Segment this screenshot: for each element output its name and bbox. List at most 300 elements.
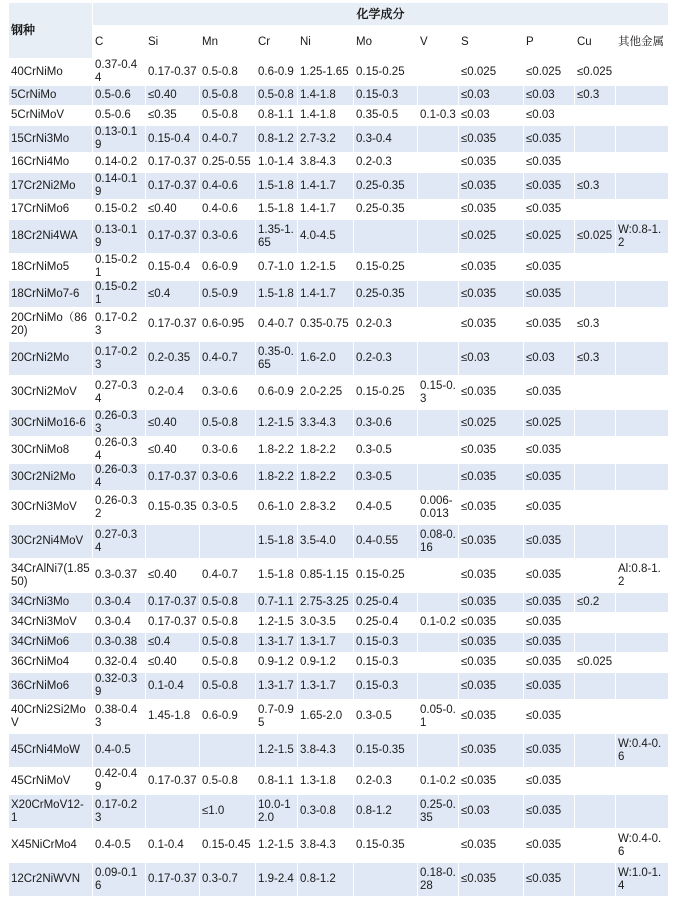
cell-grade: 17Cr2Ni2Mo (9, 173, 93, 200)
cell-value: 0.13-0.19 (93, 126, 146, 153)
cell-value (616, 308, 669, 342)
cell-value: 1.5-1.8 (256, 525, 298, 559)
table-row (9, 593, 669, 613)
cell-value: 1.5-1.8 (256, 173, 298, 200)
cell-grade: 20CrNiMo（8620) (9, 308, 93, 342)
cell-value: 0.15-0.3 (354, 86, 418, 106)
cell-value: 0.6-0.95 (200, 308, 256, 342)
cell-value: ≤0.2 (575, 593, 616, 613)
cell-value (575, 795, 616, 829)
cell-value: 0.7-1.0 (256, 254, 298, 281)
cell-value: ≤0.035 (459, 734, 524, 768)
cell-value: 0.17-0.37 (146, 153, 200, 173)
cell-value: ≤0.035 (524, 633, 575, 653)
cell-value: 0.6-0.9 (200, 254, 256, 281)
cell-grade: 16CrNi4Mo (9, 153, 93, 173)
cell-value: 0.17-0.37 (146, 173, 200, 200)
cell-value: ≤0.035 (459, 200, 524, 220)
cell-value (575, 437, 616, 464)
table-row (9, 525, 669, 559)
cell-value (575, 153, 616, 173)
cell-value: ≤0.035 (459, 768, 524, 795)
header-col-other-metals: 其他金属 (616, 26, 669, 59)
cell-value (616, 173, 669, 200)
cell-value (200, 734, 256, 768)
cell-value: ≤0.035 (524, 491, 575, 525)
cell-value (616, 376, 669, 410)
cell-grade: 20CrNi2Mo (9, 342, 93, 376)
cell-value: 0.25-0.35 (418, 795, 459, 829)
cell-value (575, 106, 616, 126)
cell-value (575, 464, 616, 491)
cell-grade: 34CrNi3Mo (9, 593, 93, 613)
cell-value (418, 437, 459, 464)
table-row (9, 342, 669, 376)
cell-value: 0.8-1.2 (354, 795, 418, 829)
cell-value: 0.17-0.37 (146, 613, 200, 633)
cell-value: ≤0.3 (575, 86, 616, 106)
cell-value: 0.15-0.25 (354, 254, 418, 281)
cell-value: 0.3-0.5 (354, 700, 418, 734)
cell-value: 1.3-1.7 (298, 633, 354, 653)
header-grade: 钢种 (9, 3, 93, 59)
cell-value: ≤0.40 (146, 200, 200, 220)
cell-value: 0.2-0.3 (354, 153, 418, 173)
cell-value: ≤0.035 (459, 593, 524, 613)
cell-value (575, 700, 616, 734)
cell-grade: 36CrNiMo4 (9, 653, 93, 673)
cell-value (616, 613, 669, 633)
header-col-cr: Cr (256, 26, 298, 59)
cell-grade: 30CrNiMo8 (9, 437, 93, 464)
cell-value: 0.25-0.35 (354, 200, 418, 220)
cell-value: 1.6-2.0 (298, 342, 354, 376)
cell-value: 0.17-0.37 (146, 863, 200, 897)
cell-value (418, 559, 459, 593)
cell-value (418, 673, 459, 700)
cell-value (146, 734, 200, 768)
cell-grade: X20CrMoV12-1 (9, 795, 93, 829)
cell-value: 1.2-1.5 (256, 410, 298, 437)
cell-value: 0.26-0.34 (93, 437, 146, 464)
cell-value: 0.5-0.8 (200, 768, 256, 795)
cell-value (575, 863, 616, 897)
cell-grade: 18CrNiMo7-6 (9, 281, 93, 308)
cell-value: ≤0.035 (459, 254, 524, 281)
cell-value (616, 86, 669, 106)
cell-grade: 34CrAlNi7(1.8550) (9, 559, 93, 593)
cell-value (354, 863, 418, 897)
cell-value: 0.3-0.4 (354, 126, 418, 153)
cell-value (616, 700, 669, 734)
table-row (9, 700, 669, 734)
header-col-mn: Mn (200, 26, 256, 59)
cell-value: W:0.8-1.2 (616, 220, 669, 254)
cell-grade: 18CrNiMo5 (9, 254, 93, 281)
cell-value: ≤0.035 (524, 673, 575, 700)
table-row (9, 613, 669, 633)
cell-value (146, 795, 200, 829)
cell-value (575, 525, 616, 559)
header-col-si: Si (146, 26, 200, 59)
cell-value: 0.15-0.35 (354, 734, 418, 768)
cell-value: 1.45-1.8 (146, 700, 200, 734)
cell-value: 0.32-0.39 (93, 673, 146, 700)
cell-value (616, 59, 669, 86)
table-row (9, 437, 669, 464)
cell-value: 0.4-0.7 (200, 559, 256, 593)
table-row (9, 863, 669, 897)
cell-value (575, 410, 616, 437)
cell-value: 1.0-1.4 (256, 153, 298, 173)
cell-value (616, 106, 669, 126)
cell-value: 0.17-0.37 (146, 308, 200, 342)
cell-grade: 30CrNi2MoV (9, 376, 93, 410)
cell-value: 0.2-0.4 (146, 376, 200, 410)
cell-grade: 34CrNi3MoV (9, 613, 93, 633)
cell-value (616, 633, 669, 653)
cell-value: 0.3-0.6 (200, 376, 256, 410)
cell-value: ≤0.035 (524, 734, 575, 768)
header-row-group (9, 3, 669, 26)
cell-grade: 5CrNiMo (9, 86, 93, 106)
cell-value (575, 673, 616, 700)
cell-value: 0.26-0.32 (93, 491, 146, 525)
cell-value: 0.25-0.35 (354, 173, 418, 200)
header-col-ni: Ni (298, 26, 354, 59)
chemical-composition-table (8, 2, 669, 897)
table-row (9, 153, 669, 173)
cell-value: 0.3-0.5 (354, 464, 418, 491)
cell-value: ≤0.025 (575, 59, 616, 86)
cell-value: ≤0.035 (524, 153, 575, 173)
cell-value: W:1.0-1.4 (616, 863, 669, 897)
cell-value (616, 464, 669, 491)
cell-value: ≤0.03 (459, 342, 524, 376)
cell-value: 1.4-1.7 (298, 281, 354, 308)
cell-value: ≤0.03 (459, 86, 524, 106)
cell-value: 0.09-0.16 (93, 863, 146, 897)
table-row (9, 308, 669, 342)
cell-value: 0.4-0.5 (93, 829, 146, 863)
cell-value: 0.15-0.25 (354, 559, 418, 593)
cell-value: 1.8-2.2 (298, 464, 354, 491)
cell-value: 0.5-0.8 (200, 633, 256, 653)
cell-value: 0.3-0.8 (298, 795, 354, 829)
cell-value: ≤0.035 (459, 633, 524, 653)
cell-value: ≤0.035 (459, 525, 524, 559)
cell-value: 0.15-0.3 (354, 633, 418, 653)
cell-value (575, 491, 616, 525)
cell-value: 0.08-0.16 (418, 525, 459, 559)
cell-value: 0.3-0.6 (200, 437, 256, 464)
cell-value: 0.32-0.4 (93, 653, 146, 673)
header-chemical-composition: 化学成分 (93, 3, 669, 26)
cell-grade: 40CrNiMo (9, 59, 93, 86)
cell-value: 0.25-0.4 (354, 613, 418, 633)
cell-value (418, 464, 459, 491)
cell-value: ≤0.035 (524, 559, 575, 593)
cell-value: ≤0.035 (459, 673, 524, 700)
table-row (9, 220, 669, 254)
cell-value: ≤0.035 (524, 281, 575, 308)
cell-value: 1.5-1.8 (256, 559, 298, 593)
cell-value (418, 829, 459, 863)
cell-value: ≤0.035 (524, 525, 575, 559)
cell-value: 0.5-0.8 (200, 673, 256, 700)
cell-value: 0.17-0.37 (146, 464, 200, 491)
cell-value: 0.8-1.1 (256, 768, 298, 795)
cell-value: ≤0.3 (575, 342, 616, 376)
cell-value (418, 653, 459, 673)
cell-value: 0.17-0.23 (93, 795, 146, 829)
chemical-composition-table-container (8, 2, 668, 897)
cell-value: ≤0.035 (459, 613, 524, 633)
cell-grade: 36CrNiMo6 (9, 673, 93, 700)
table-row (9, 795, 669, 829)
table-row (9, 254, 669, 281)
cell-value: 0.5-0.8 (256, 86, 298, 106)
cell-value (418, 220, 459, 254)
cell-value: ≤0.03 (459, 106, 524, 126)
cell-value: 0.8-1.1 (256, 106, 298, 126)
cell-value: 0.4-0.7 (256, 308, 298, 342)
cell-value: 0.17-0.37 (146, 59, 200, 86)
cell-value: ≤0.025 (459, 220, 524, 254)
cell-value: ≤0.035 (459, 437, 524, 464)
cell-value: 0.3-0.4 (93, 613, 146, 633)
cell-value: ≤0.03 (459, 795, 524, 829)
cell-value (575, 829, 616, 863)
cell-value (354, 220, 418, 254)
cell-value: ≤0.035 (524, 700, 575, 734)
cell-value: 0.26-0.33 (93, 410, 146, 437)
cell-value: 3.3-4.3 (298, 410, 354, 437)
cell-value: ≤0.035 (524, 863, 575, 897)
cell-value: 0.1-0.2 (418, 613, 459, 633)
table-row (9, 491, 669, 525)
cell-value: ≤0.035 (459, 464, 524, 491)
cell-grade: 18Cr2Ni4WA (9, 220, 93, 254)
cell-value: 0.9-1.2 (298, 653, 354, 673)
cell-value: 0.4-0.5 (93, 734, 146, 768)
cell-value: 1.2-1.5 (298, 254, 354, 281)
cell-value: 0.6-0.9 (256, 59, 298, 86)
cell-value: ≤0.03 (524, 342, 575, 376)
cell-value: Al:0.8-1.2 (616, 559, 669, 593)
cell-value: 0.4-0.55 (354, 525, 418, 559)
cell-value: 0.27-0.34 (93, 525, 146, 559)
cell-value: ≤0.03 (524, 86, 575, 106)
cell-value: 0.2-0.3 (354, 308, 418, 342)
cell-value: 0.6-0.9 (200, 700, 256, 734)
table-row (9, 734, 669, 768)
cell-value: 0.5-0.8 (200, 613, 256, 633)
cell-value: 0.3-0.6 (200, 220, 256, 254)
cell-value: 0.14-0.2 (93, 153, 146, 173)
cell-value: ≤0.025 (575, 220, 616, 254)
cell-value: 0.25-0.4 (354, 593, 418, 613)
cell-grade: 40CrNi2Si2MoV (9, 700, 93, 734)
cell-grade: 15CrNi3Mo (9, 126, 93, 153)
cell-value: 1.3-1.8 (298, 768, 354, 795)
cell-value (616, 653, 669, 673)
cell-value (200, 525, 256, 559)
header-col-s: S (459, 26, 524, 59)
cell-value (418, 734, 459, 768)
cell-value: ≤0.035 (459, 308, 524, 342)
cell-value: 0.35-0.65 (256, 342, 298, 376)
cell-value (575, 376, 616, 410)
cell-value: 0.4-0.6 (200, 200, 256, 220)
cell-value: 0.8-1.2 (298, 863, 354, 897)
cell-value: ≤1.0 (200, 795, 256, 829)
cell-value: ≤0.035 (524, 376, 575, 410)
cell-value: ≤0.035 (524, 653, 575, 673)
header-col-p: P (524, 26, 575, 59)
cell-value: 1.4-1.8 (298, 86, 354, 106)
cell-value: 1.3-1.7 (256, 633, 298, 653)
cell-value: 0.38-0.43 (93, 700, 146, 734)
cell-value: ≤0.035 (524, 768, 575, 795)
cell-value (616, 673, 669, 700)
cell-value: 0.15-0.3 (354, 653, 418, 673)
cell-value: 0.25-0.35 (354, 281, 418, 308)
cell-value: ≤0.035 (459, 653, 524, 673)
header-col-v: V (418, 26, 459, 59)
cell-value (616, 126, 669, 153)
cell-value (616, 768, 669, 795)
cell-value: 0.15-0.21 (93, 281, 146, 308)
cell-value: 0.006-0.013 (418, 491, 459, 525)
cell-value: 0.85-1.15 (298, 559, 354, 593)
cell-value: ≤0.035 (459, 559, 524, 593)
cell-value: 0.5-0.8 (200, 86, 256, 106)
cell-value: 0.15-0.3 (354, 673, 418, 700)
cell-value: 1.9-2.4 (256, 863, 298, 897)
cell-value (418, 153, 459, 173)
cell-value: 0.15-0.21 (93, 254, 146, 281)
table-row (9, 281, 669, 308)
cell-value: 0.42-0.49 (93, 768, 146, 795)
cell-value: ≤0.40 (146, 437, 200, 464)
cell-value: 0.8-1.2 (256, 126, 298, 153)
cell-value: 0.3-0.6 (354, 410, 418, 437)
cell-value (616, 525, 669, 559)
cell-value: ≤0.035 (524, 437, 575, 464)
cell-value: ≤0.035 (459, 153, 524, 173)
cell-value: 0.17-0.37 (146, 220, 200, 254)
cell-grade: 5CrNiMoV (9, 106, 93, 126)
cell-grade: 30CrNiMo16-6 (9, 410, 93, 437)
cell-value: ≤0.025 (459, 410, 524, 437)
cell-value: 0.37-0.44 (93, 59, 146, 86)
cell-value: 0.3-0.6 (200, 464, 256, 491)
cell-value: 0.17-0.23 (93, 308, 146, 342)
cell-value: 1.5-1.8 (256, 200, 298, 220)
table-row (9, 653, 669, 673)
table-row (9, 559, 669, 593)
cell-value: ≤0.035 (524, 126, 575, 153)
cell-value: ≤0.035 (524, 308, 575, 342)
cell-value: 0.5-0.9 (200, 281, 256, 308)
cell-value: 0.18-0.28 (418, 863, 459, 897)
cell-value: 4.0-4.5 (298, 220, 354, 254)
cell-value: ≤0.035 (459, 491, 524, 525)
cell-value (616, 281, 669, 308)
cell-value: 0.15-0.35 (354, 829, 418, 863)
cell-value: ≤0.40 (146, 410, 200, 437)
cell-value (418, 59, 459, 86)
cell-value (616, 410, 669, 437)
cell-value: 0.26-0.34 (93, 464, 146, 491)
cell-value: ≤0.035 (524, 795, 575, 829)
cell-value: 0.1-0.4 (146, 673, 200, 700)
cell-value (616, 153, 669, 173)
cell-value: 0.5-0.6 (93, 106, 146, 126)
cell-value (575, 613, 616, 633)
cell-grade: 30Cr2Ni4MoV (9, 525, 93, 559)
header-col-c: C (93, 26, 146, 59)
cell-value: 0.15-0.4 (146, 254, 200, 281)
cell-value: ≤0.025 (575, 653, 616, 673)
table-row (9, 86, 669, 106)
cell-value: 0.7-1.1 (256, 593, 298, 613)
cell-value: ≤0.025 (524, 59, 575, 86)
cell-value: 1.2-1.5 (256, 613, 298, 633)
table-row (9, 126, 669, 153)
cell-grade: 45CrNi4MoW (9, 734, 93, 768)
cell-value: 1.3-1.7 (256, 673, 298, 700)
cell-value: 0.35-0.75 (298, 308, 354, 342)
cell-value (616, 254, 669, 281)
cell-value (616, 342, 669, 376)
cell-value: ≤0.40 (146, 653, 200, 673)
cell-value (418, 593, 459, 613)
cell-value (575, 768, 616, 795)
table-row (9, 106, 669, 126)
cell-value: 0.2-0.3 (354, 342, 418, 376)
cell-value: 0.15-0.25 (354, 59, 418, 86)
cell-value: ≤0.035 (524, 254, 575, 281)
cell-grade: X45NiCrMo4 (9, 829, 93, 863)
cell-value: 2.0-2.25 (298, 376, 354, 410)
cell-value: 0.15-0.45 (200, 829, 256, 863)
cell-value: 0.5-0.8 (200, 593, 256, 613)
cell-value (418, 281, 459, 308)
cell-value: 0.6-0.9 (256, 376, 298, 410)
cell-value (575, 633, 616, 653)
table-row (9, 376, 669, 410)
table-row (9, 464, 669, 491)
cell-value (575, 734, 616, 768)
cell-value: 0.15-0.3 (418, 376, 459, 410)
cell-value: ≤0.035 (524, 200, 575, 220)
cell-value (418, 308, 459, 342)
cell-value: 0.5-0.8 (200, 653, 256, 673)
cell-value: 2.7-3.2 (298, 126, 354, 153)
cell-grade: 17CrNiMo6 (9, 200, 93, 220)
table-row (9, 768, 669, 795)
cell-value: 0.13-0.19 (93, 220, 146, 254)
cell-value: 0.15-0.4 (146, 126, 200, 153)
cell-value: ≤0.35 (146, 106, 200, 126)
cell-value: ≤0.4 (146, 633, 200, 653)
cell-value: 10.0-12.0 (256, 795, 298, 829)
cell-value: 0.4-0.6 (200, 173, 256, 200)
cell-value: 3.8-4.3 (298, 829, 354, 863)
cell-value: 0.6-1.0 (256, 491, 298, 525)
